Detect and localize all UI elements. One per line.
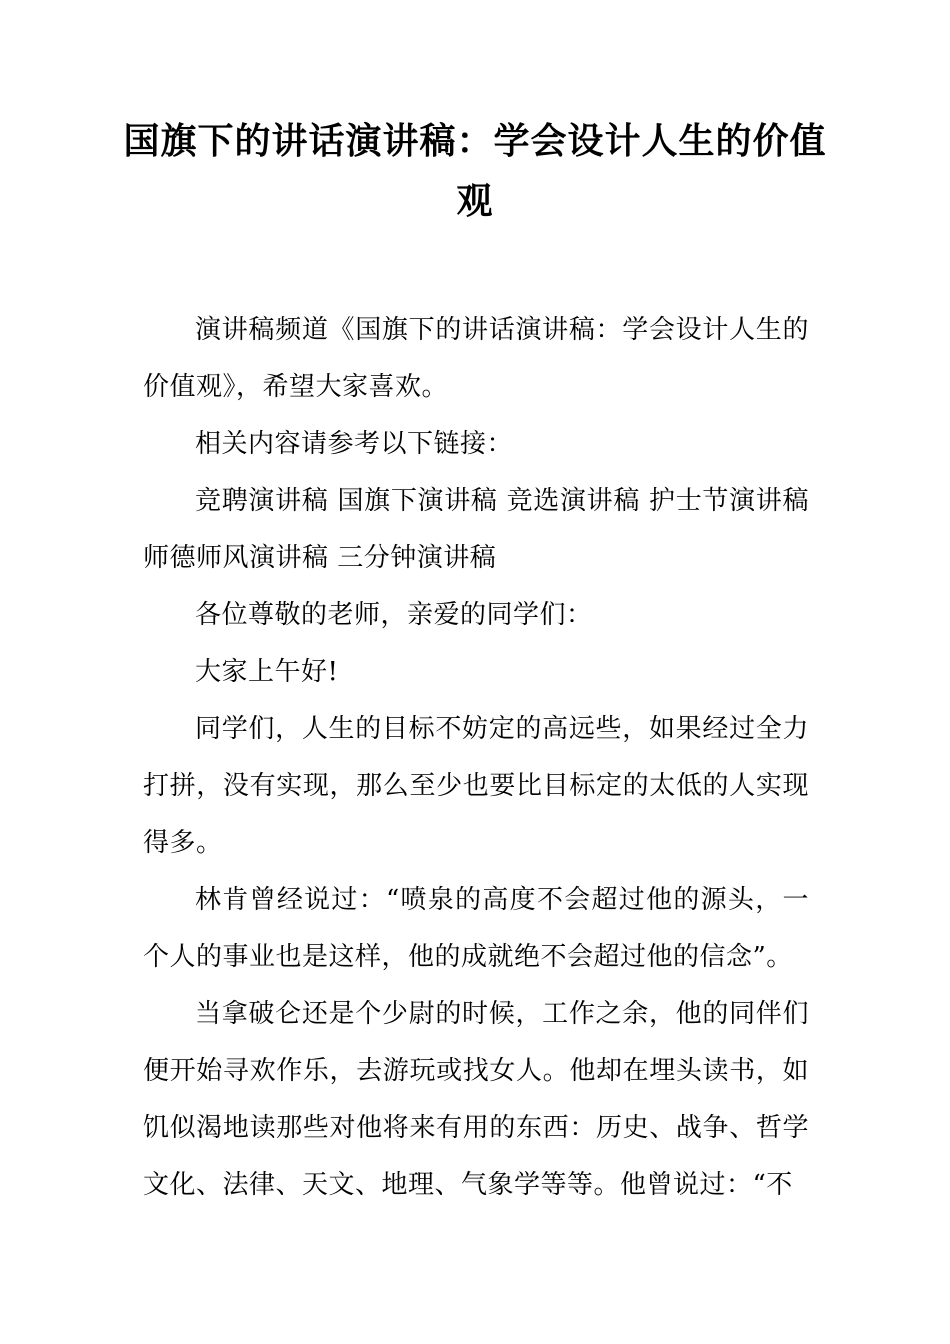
paragraph-greeting: 各位尊敬的老师，亲爱的同学们： <box>195 600 593 630</box>
paragraph-intro: 演讲稿频道《国旗下的讲话演讲稿：学会设计人生的价值观》，希望大家喜欢。 <box>143 315 809 402</box>
paragraph-good-morning: 大家上午好! <box>195 657 339 687</box>
document-title: 国旗下的讲话演讲稿：学会设计人生的价值观 <box>123 121 827 222</box>
paragraph-goals: 同学们，人生的目标不妨定的高远些，如果经过全力打拼，没有实现，那么至少也要比目标定的太低的人实现得多。 <box>143 714 809 858</box>
document-body <box>143 302 809 1214</box>
paragraph-lincoln-quote: 林肯曾经说过：“喷泉的高度不会超过他的源头，一个人的事业也是这样，他的成就绝不会超过他的信念”。 <box>143 885 809 972</box>
paragraph-napoleon: 当拿破仑还是个少尉的时候，工作之余，他的同伴们便开始寻欢作乐，去游玩或找女人。他却在埋头读书，如饥似渴地读那些对他将来有用的东西：历史、战争、哲学文化、法律、天文、地理、气象学等等。他曾说过：“不 <box>143 999 809 1200</box>
paragraph-related-links-heading: 相关内容请参考以下链接： <box>195 429 514 459</box>
paragraph-related-links: 竞聘演讲稿 国旗下演讲稿 竞选演讲稿 护士节演讲稿 师德师风演讲稿 三分钟演讲稿 <box>143 486 809 573</box>
